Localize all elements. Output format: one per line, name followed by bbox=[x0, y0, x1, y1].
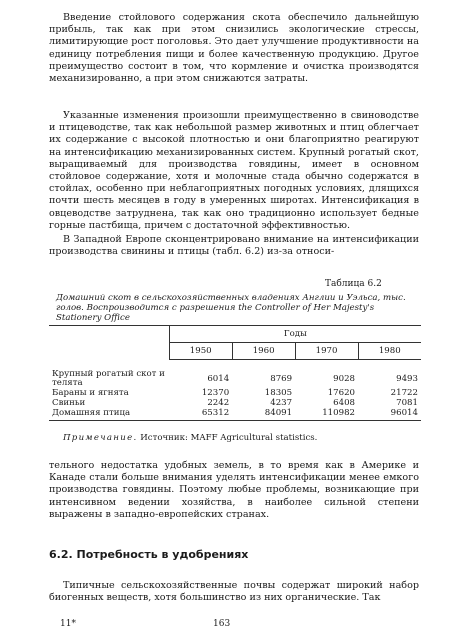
table-year-header: 1950 bbox=[169, 343, 232, 360]
table-number: Таблица 6.2 bbox=[325, 279, 382, 289]
livestock-table bbox=[49, 325, 421, 421]
table-caption: Домашний скот в сельскохозяйственных владениях Англии и Уэльса, тыс. голов. Воспроизводится с разрешения the Controller of Her Majesty's Stationery Office bbox=[56, 293, 406, 324]
table-cell: 96014 bbox=[358, 409, 421, 421]
table-year-header: 1970 bbox=[295, 343, 358, 360]
page-number: 163 bbox=[213, 619, 231, 629]
table-row-label: Бараны и ягнята bbox=[52, 388, 129, 399]
paragraph-3: В Западной Европе сконцентрировано внимание на интенсификации производства свинины и птицы (табл. 6.2) из-за относи- bbox=[49, 234, 419, 258]
table-cell: 6408 bbox=[333, 397, 356, 408]
table-cell: 4237 bbox=[270, 397, 293, 408]
table-cell: 2242 bbox=[207, 397, 230, 408]
paragraph-1: Введение стойлового содержания скота обеспечило дальнейшую прибыль, так как при этом снизились экологические стрессы, лимитирующие рост поголовья. Это дает улучшение продуктивности на единицу потребления пищи и более качественную продукцию. Другое преимущество состоит в том, что кормление и очистка производятся механизированно, а при этом снижаются затраты. bbox=[49, 12, 419, 85]
table-cell: 9028 bbox=[333, 373, 356, 384]
table-year-header: 1960 bbox=[232, 343, 295, 360]
table-cell: 110982 bbox=[295, 409, 358, 421]
table-note-text: Источник: MAFF Agricultural statistics. bbox=[140, 433, 318, 443]
table-cell: 6014 bbox=[207, 373, 230, 384]
table-cell: 65312 bbox=[169, 409, 232, 421]
table-cell: 12370 bbox=[201, 388, 230, 399]
table-cell: 8769 bbox=[270, 373, 293, 384]
section-heading: 6.2. Потребность в удобрениях bbox=[49, 548, 249, 561]
table-note bbox=[63, 433, 317, 443]
paragraph-continued: тельного недостатка удобных земель, в то время как в Америке и Канаде стали больше внимания уделять интенсификации менее емкого производства говядины. Поэтому любые проблемы, возникающие при интенсивном ведении хозяйства, в наиболее сильной степени выражены в западно-европейских странах. bbox=[49, 460, 419, 520]
table-corner bbox=[49, 326, 169, 360]
table-row bbox=[49, 360, 421, 390]
table-row bbox=[49, 389, 421, 399]
table-row-label: Домашняя птица bbox=[49, 409, 169, 421]
table-cell: 9493 bbox=[396, 373, 418, 384]
table-cell: 18305 bbox=[264, 388, 293, 399]
table-cell: 21722 bbox=[390, 388, 418, 399]
table-year-header: 1980 bbox=[358, 343, 421, 360]
table-cell: 17620 bbox=[327, 388, 356, 399]
table-cell: 84091 bbox=[232, 409, 295, 421]
table-group-header: Годы bbox=[169, 326, 421, 343]
table-note-label: Примечание. bbox=[63, 433, 138, 443]
paragraph-section: Типичные сельскохозяйственные почвы содержат широкий набор биогенных веществ, хотя большинство из них органические. Так bbox=[49, 580, 419, 604]
table-row bbox=[49, 409, 421, 421]
signature-mark: 11* bbox=[60, 619, 76, 629]
table-cell: 7081 bbox=[396, 397, 418, 408]
table-row-label: Свиньи bbox=[52, 397, 86, 408]
paragraph-2: Указанные изменения произошли преимущественно в свиноводстве и птицеводстве, так как небольшой размер животных и птиц облегчает их содержание с высокой плотностью и они благоприятно реагируют на интенсификацию механизированных систем. Крупный рогатый скот, выращиваемый для производства говядины, имеет в основном стойловое содержание, хотя и молочные стада обычно содержатся в стойлах, особенно при неблагоприятных погодных условиях, длящихся почти шесть месяцев в году в умеренных широтах. Интенсификация в овцеводстве затруднена, так как оно традиционно использует бедные горные пастбища, причем с достаточной эффективностью. bbox=[49, 110, 419, 231]
table-row-label: Крупный рогатый скот и телята bbox=[52, 368, 165, 389]
